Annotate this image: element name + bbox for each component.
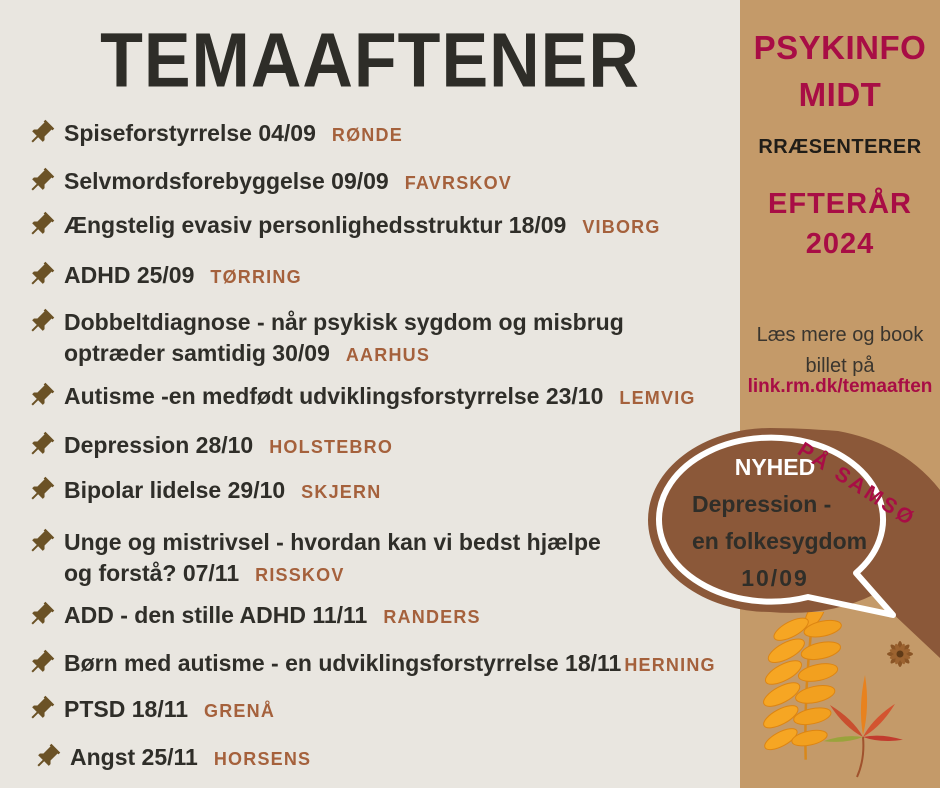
page-title: TEMAAFTENER — [100, 17, 640, 103]
booking-link[interactable]: link.rm.dk/temaaften — [747, 376, 933, 397]
brand-title — [740, 24, 940, 118]
event-location: TØRRING — [210, 267, 302, 287]
event-title: ADD - den stille ADHD 11/11 — [64, 602, 368, 628]
list-item — [26, 600, 481, 633]
event-text — [64, 166, 512, 199]
pushpin-icon — [26, 210, 56, 240]
event-title: Angst 25/11 — [70, 744, 198, 770]
event-text — [64, 694, 275, 727]
brand-line2: MIDT — [798, 76, 882, 113]
event-text — [64, 527, 601, 591]
presents-label: RRÆSENTERER — [758, 136, 922, 158]
list-item — [26, 648, 716, 681]
pushpin-icon — [26, 475, 56, 505]
list-item — [26, 381, 696, 414]
booking-info-line1: Læs mere og book — [756, 324, 924, 346]
event-title: Autisme -en medfødt udviklingsforstyrrelse 23/10 — [64, 383, 604, 409]
bubble-event-date: 10/09 — [741, 565, 809, 591]
pushpin-icon — [32, 742, 62, 772]
list-item — [26, 210, 661, 243]
event-title: Ængstelig evasiv personlighedsstruktur 18/09 — [64, 212, 567, 238]
location-ribbon: PÅ SAMSØ — [793, 438, 921, 532]
list-item — [32, 742, 311, 775]
pushpin-icon — [26, 527, 56, 557]
bubble-event-line1: Depression - — [692, 491, 832, 517]
event-title: Børn med autisme - en udviklingsforstyrrelse 18/11 — [64, 650, 622, 676]
list-item — [26, 118, 403, 151]
event-text — [64, 475, 381, 508]
event-title: PTSD 18/11 — [64, 696, 189, 722]
event-title: Unge og mistrivsel - hvordan kan vi bedst hjælpe — [64, 529, 601, 555]
pushpin-icon — [26, 381, 56, 411]
brand-line1: PSYKINFO — [753, 29, 927, 66]
event-location: HOLSTEBRO — [269, 437, 394, 457]
news-badge: NYHED — [734, 454, 816, 480]
event-text — [70, 742, 311, 775]
list-item — [26, 475, 381, 508]
list-item — [26, 307, 624, 371]
event-title: Depression 28/10 — [64, 432, 254, 458]
booking-info-line2: billet på — [805, 355, 875, 377]
booking-info — [740, 320, 940, 382]
event-text — [64, 430, 393, 463]
pushpin-icon — [26, 694, 56, 724]
event-location: RISSKOV — [255, 565, 345, 585]
season-line2: 2024 — [805, 228, 875, 260]
event-location: GRENÅ — [204, 701, 276, 721]
list-item — [26, 166, 512, 199]
pushpin-icon — [26, 118, 56, 148]
pushpin-icon — [26, 600, 56, 630]
event-title: Bipolar lidelse 29/10 — [64, 477, 286, 503]
event-title: Selvmordsforebyggelse 09/09 — [64, 168, 389, 194]
event-text — [64, 210, 661, 243]
season-line1: EFTERÅR — [768, 188, 912, 220]
pushpin-icon — [26, 260, 56, 290]
event-location: AARHUS — [345, 345, 431, 365]
event-text — [64, 260, 302, 293]
event-title-line2: og forstå? 07/11 — [64, 560, 240, 586]
pushpin-icon — [26, 648, 56, 678]
event-title: Spiseforstyrrelse 04/09 — [64, 120, 316, 146]
list-item — [26, 694, 275, 727]
pushpin-icon — [26, 166, 56, 196]
event-text — [64, 648, 716, 681]
event-location: HORSENS — [213, 749, 312, 769]
event-text — [64, 381, 696, 414]
season-title — [740, 184, 940, 264]
event-location: VIBORG — [582, 217, 661, 237]
pushpin-icon — [26, 430, 56, 460]
list-item — [26, 430, 393, 463]
list-item — [26, 260, 302, 293]
event-title: Dobbeltdiagnose - når psykisk sygdom og misbrug — [64, 309, 624, 335]
event-location: HERNING — [624, 655, 716, 675]
event-title: ADHD 25/09 — [64, 262, 195, 288]
pushpin-icon — [26, 307, 56, 337]
event-location: RØNDE — [331, 125, 403, 145]
event-location: FAVRSKOV — [404, 173, 513, 193]
event-title-line2: optræder samtidig 30/09 — [64, 340, 330, 366]
bubble-event-line2: en folkesygdom — [692, 528, 868, 554]
event-text — [64, 307, 624, 371]
event-location: LEMVIG — [619, 388, 696, 408]
event-location: SKJERN — [301, 482, 382, 502]
event-text — [64, 118, 403, 151]
event-location: RANDERS — [383, 607, 481, 627]
event-text — [64, 600, 481, 633]
list-item — [26, 527, 601, 591]
